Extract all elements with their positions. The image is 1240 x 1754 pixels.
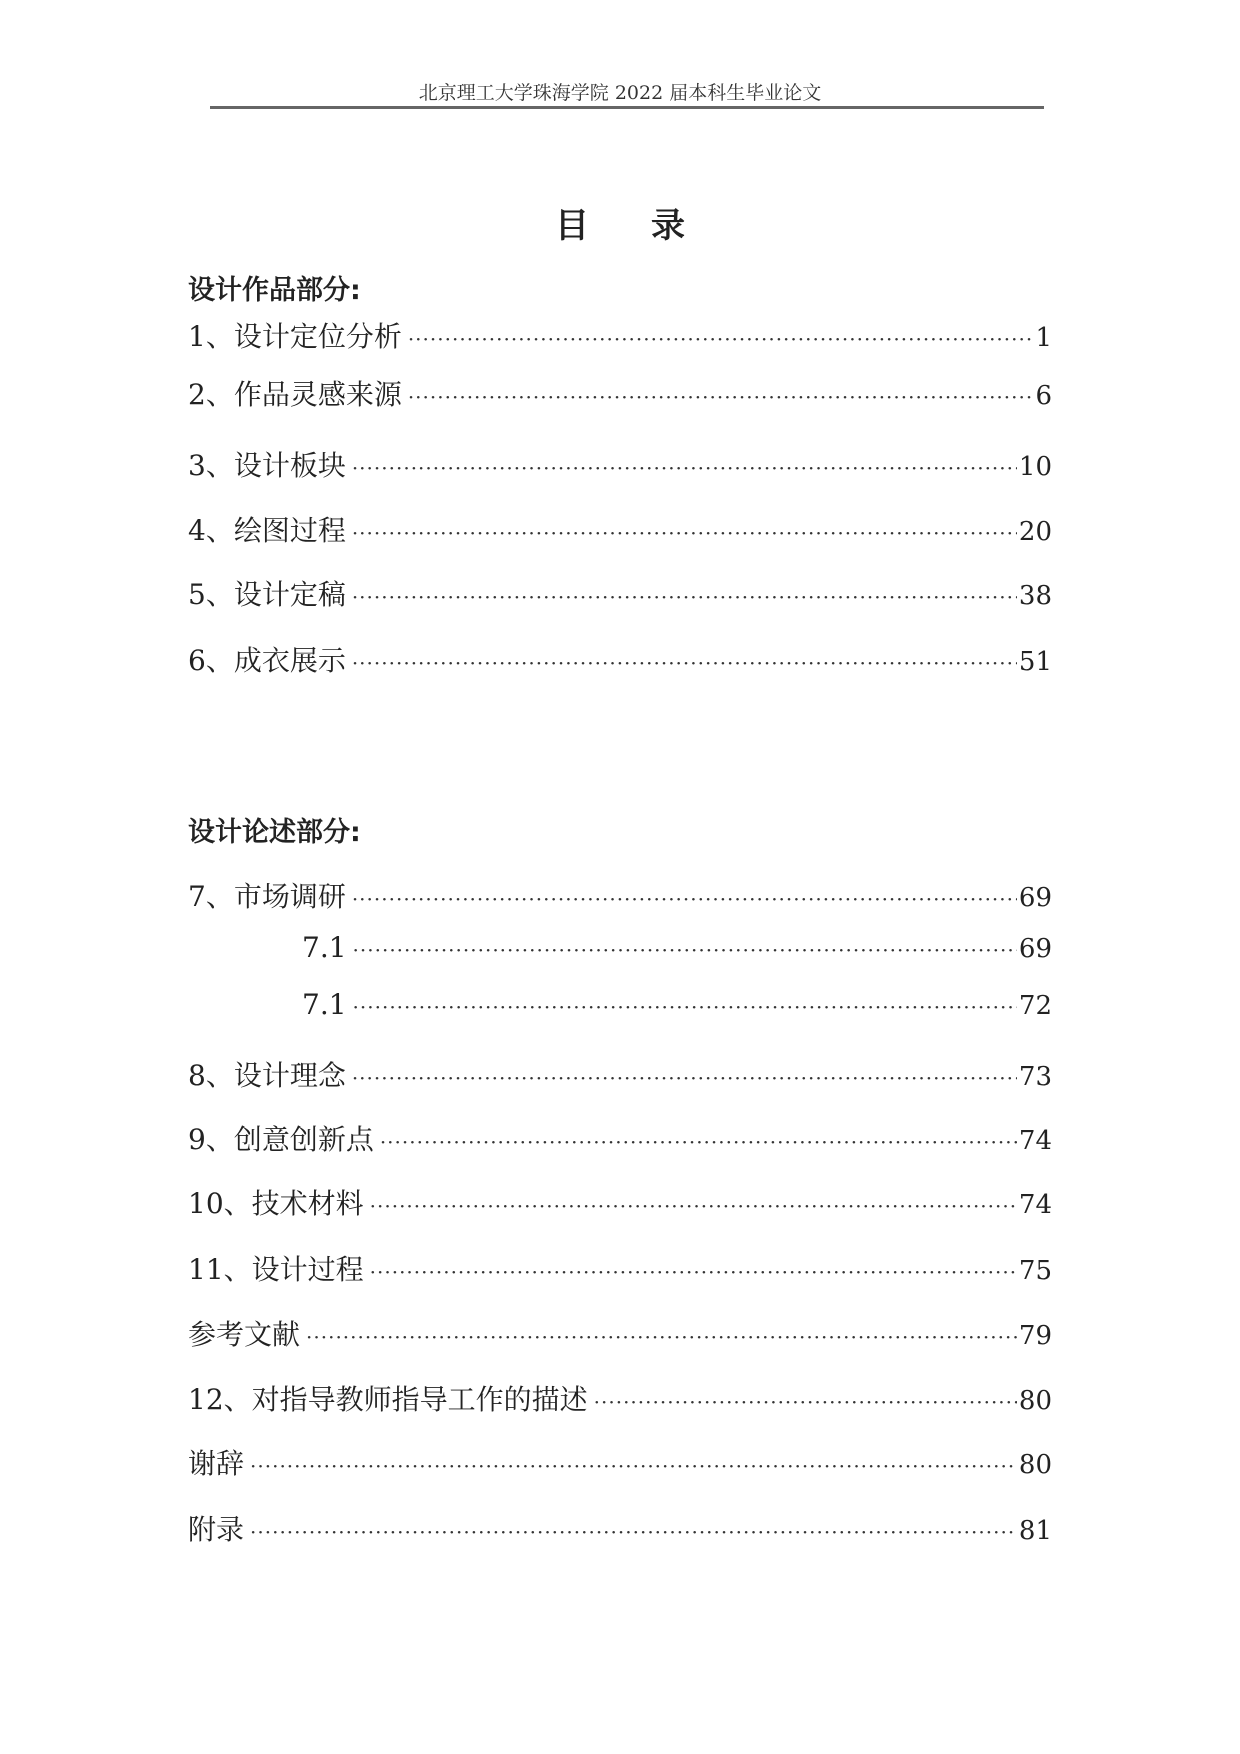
leader-dots — [594, 1382, 1017, 1422]
toc-entry-page: 80 — [1018, 1450, 1052, 1480]
leader-dots — [352, 448, 1017, 488]
toc-title: 目录 — [555, 206, 747, 246]
leader-dots — [408, 319, 1034, 359]
toc-entry-page: 74 — [1018, 1126, 1052, 1156]
toc-entry-label: 附录 — [188, 1513, 245, 1546]
toc-entry[interactable] — [188, 1120, 1052, 1162]
toc-entry-page: 79 — [1018, 1321, 1052, 1351]
toc-entry-page: 10 — [1018, 452, 1052, 482]
leader-dots — [352, 643, 1017, 683]
toc-entry-page: 51 — [1018, 647, 1052, 677]
leader-dots — [306, 1317, 1017, 1357]
toc-entry[interactable] — [188, 446, 1052, 488]
toc-entry-page: 69 — [1018, 934, 1052, 964]
toc-entry[interactable] — [188, 375, 1052, 417]
toc-entry[interactable] — [188, 1380, 1052, 1422]
leader-dots — [353, 930, 1017, 970]
toc-entry-page: 74 — [1018, 1190, 1052, 1220]
toc-entry[interactable] — [188, 1315, 1052, 1357]
toc-entry-page: 20 — [1018, 517, 1052, 547]
leader-dots — [370, 1252, 1017, 1292]
toc-entry-label: 7、市场调研 — [188, 880, 346, 913]
section-heading: 设计作品部分: — [188, 275, 361, 306]
toc-entry-page: 72 — [1018, 991, 1052, 1021]
toc-entry-label: 12、对指导教师指导工作的描述 — [188, 1383, 588, 1416]
toc-entry[interactable] — [302, 928, 1052, 970]
leader-dots — [352, 577, 1017, 617]
toc-entry-label: 8、设计理念 — [188, 1059, 346, 1092]
toc-entry-label: 10、技术材料 — [188, 1187, 364, 1220]
toc-entry-label: 9、创意创新点 — [188, 1123, 374, 1156]
toc-entry-label: 3、设计板块 — [188, 449, 346, 482]
toc-entry[interactable] — [188, 877, 1052, 919]
toc-entry-page: 75 — [1018, 1256, 1052, 1286]
toc-entry-label: 7.1 — [302, 931, 347, 964]
leader-dots — [408, 377, 1034, 417]
toc-entry-page: 69 — [1018, 883, 1052, 913]
toc-entry[interactable] — [188, 317, 1052, 359]
leader-dots — [352, 1058, 1017, 1098]
toc-entry-page: 1 — [1035, 323, 1052, 353]
section-heading: 设计论述部分: — [188, 817, 361, 848]
header-rule — [210, 106, 1044, 109]
toc-entry-label: 5、设计定稿 — [188, 578, 346, 611]
toc-entry[interactable] — [188, 1444, 1052, 1486]
toc-entry-label: 7.1 — [302, 988, 347, 1021]
toc-entry[interactable] — [188, 575, 1052, 617]
toc-entry[interactable] — [188, 1056, 1052, 1098]
toc-entry[interactable] — [188, 1184, 1052, 1226]
leader-dots — [352, 513, 1017, 553]
toc-entry-page: 38 — [1018, 581, 1052, 611]
toc-entry-label: 4、绘图过程 — [188, 514, 346, 547]
page-header: 北京理工大学珠海学院 2022 届本科生毕业论文 — [418, 82, 822, 104]
toc-entry-label: 11、设计过程 — [188, 1253, 364, 1286]
toc-entry[interactable] — [188, 511, 1052, 553]
toc-entry-label: 谢辞 — [188, 1447, 245, 1480]
toc-entry[interactable] — [302, 985, 1052, 1027]
leader-dots — [380, 1122, 1017, 1162]
toc-entry-page: 6 — [1035, 381, 1052, 411]
toc-entry-page: 73 — [1018, 1062, 1052, 1092]
toc-entry-label: 2、作品灵感来源 — [188, 378, 402, 411]
leader-dots — [370, 1186, 1017, 1226]
leader-dots — [250, 1446, 1017, 1486]
toc-entry-label: 6、成衣展示 — [188, 644, 346, 677]
leader-dots — [353, 987, 1017, 1027]
toc-entry-page: 80 — [1018, 1386, 1052, 1416]
toc-entry[interactable] — [188, 1510, 1052, 1552]
toc-entry[interactable] — [188, 641, 1052, 683]
leader-dots — [352, 879, 1017, 919]
leader-dots — [250, 1512, 1017, 1552]
toc-entry-page: 81 — [1018, 1516, 1052, 1546]
toc-entry[interactable] — [188, 1250, 1052, 1292]
toc-entry-label: 参考文献 — [188, 1318, 301, 1351]
toc-entry-label: 1、设计定位分析 — [188, 320, 402, 353]
